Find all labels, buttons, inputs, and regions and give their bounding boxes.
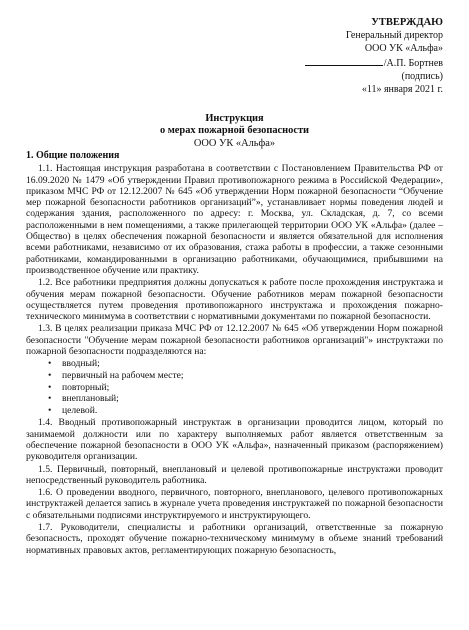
paragraph-1-3: 1.3. В целях реализации приказа МЧС РФ от 12.12.2007 № 645 «Об утверждении Норм пожарной безопасности "Обучение мерам пожарной безопасности работников организаций"» инструктажи по пожарной безопасности подразделяются на: xyxy=(26,323,443,358)
document-title xyxy=(0,113,469,150)
paragraph-1-5: 1.5. Первичный, повторный, внеплановый и целевой противопожарные инструктажи проводит непосредственный руководитель работника. xyxy=(26,463,443,486)
approval-company: ООО УК «Альфа» xyxy=(364,43,443,55)
signature-caption: (подпись) xyxy=(401,70,443,82)
bullet-icon: • xyxy=(48,393,52,405)
approval-heading: УТВЕРЖДАЮ xyxy=(371,17,443,28)
paragraph-1-1: 1.1. Настоящая инструкция разработана в соответствии с Постановлением Правительства РФ от 16.09.2020 № 1479 «Об утверждении Правил противопожарного режима в Российской Федерации», приказом МЧС РФ от 12.12.2007 № 645 «Об утверждении Норм пожарной безопасности “Обучение мер пожарной безопасности работников организаций”», устанавливает нормы поведения людей и содержания здания, расположенного по адресу: г. Москва, ул. Складская, д. 7, со всеми расположенными в нем помещениями, а также прилегающей территории ООО УК «Альфа» (далее – Общество) в целях обеспечения пожарной безопасности и является обязательной для исполнения всеми работниками, независимо от их образования, стажа работы в профессии, а также сезонными работниками, командированными в организацию работниками, обучающимися, прибывшими на производственное обучение или практику. xyxy=(26,163,443,276)
signature-line xyxy=(305,56,383,66)
section-heading: 1. Общие положения xyxy=(26,150,120,161)
bullet-icon: • xyxy=(48,369,52,381)
approval-block xyxy=(253,16,443,96)
approval-date: «11» января 2021 г. xyxy=(361,84,443,96)
list-item: • внеплановый; xyxy=(48,393,119,405)
paragraph-1-6: 1.6. О проведении вводного, первичного, повторного, внепланового, целевого противопожарных инструктажей делается запись в журнале учета проведения инструктажей по пожарной безопасности с обязательными подписями инструктируемого и инструктирующего. xyxy=(26,487,443,521)
approval-position: Генеральный директор xyxy=(345,30,443,42)
title-line-1: Инструкция xyxy=(205,113,264,124)
title-line-2: о мерах пожарной безопасности xyxy=(159,125,310,137)
bullet-icon: • xyxy=(48,381,52,393)
bullet-icon: • xyxy=(48,404,52,416)
approval-signer-line xyxy=(253,56,443,70)
document-body xyxy=(26,150,443,556)
list-item: • целевой. xyxy=(48,404,98,416)
approval-signer: /А.П. Бортнев xyxy=(383,57,443,69)
bullet-icon: • xyxy=(48,358,52,370)
paragraph-1-2: 1.2. Все работники предприятия должны допускаться к работе после прохождения инструктажа и обучения мерам пожарной безопасности. Обучение работников мерам пожарной безопасности осуществляется путем проведения противопожарного инструктажа и прохождения пожарно-технического минимума в соответствии с нормативными документами по пожарной безопасности. xyxy=(26,277,443,323)
list-item: • повторный; xyxy=(48,381,110,393)
list-item: • вводный; xyxy=(48,358,100,370)
briefing-types-list xyxy=(26,358,443,416)
list-item: • первичный на рабочем месте; xyxy=(48,369,184,381)
paragraph-1-7: 1.7. Руководители, специалисты и работники организаций, ответственные за пожарную безопасность, проходят обучение пожарно-техническому минимуму в объеме знаний требований нормативных правовых актов, регламентирующих пожарную безопасность, xyxy=(26,521,443,556)
paragraph-1-4: 1.4. Вводный противопожарный инструктаж в организации проводится лицом, который по занимаемой должности или по характеру выполняемых работ является ответственным за обеспечение пожарной безопасности в ООО УК «Альфа», назначенный приказом (распоряжением) руководителя организации. xyxy=(26,417,443,463)
title-line-3: ООО УК «Альфа» xyxy=(193,137,276,149)
